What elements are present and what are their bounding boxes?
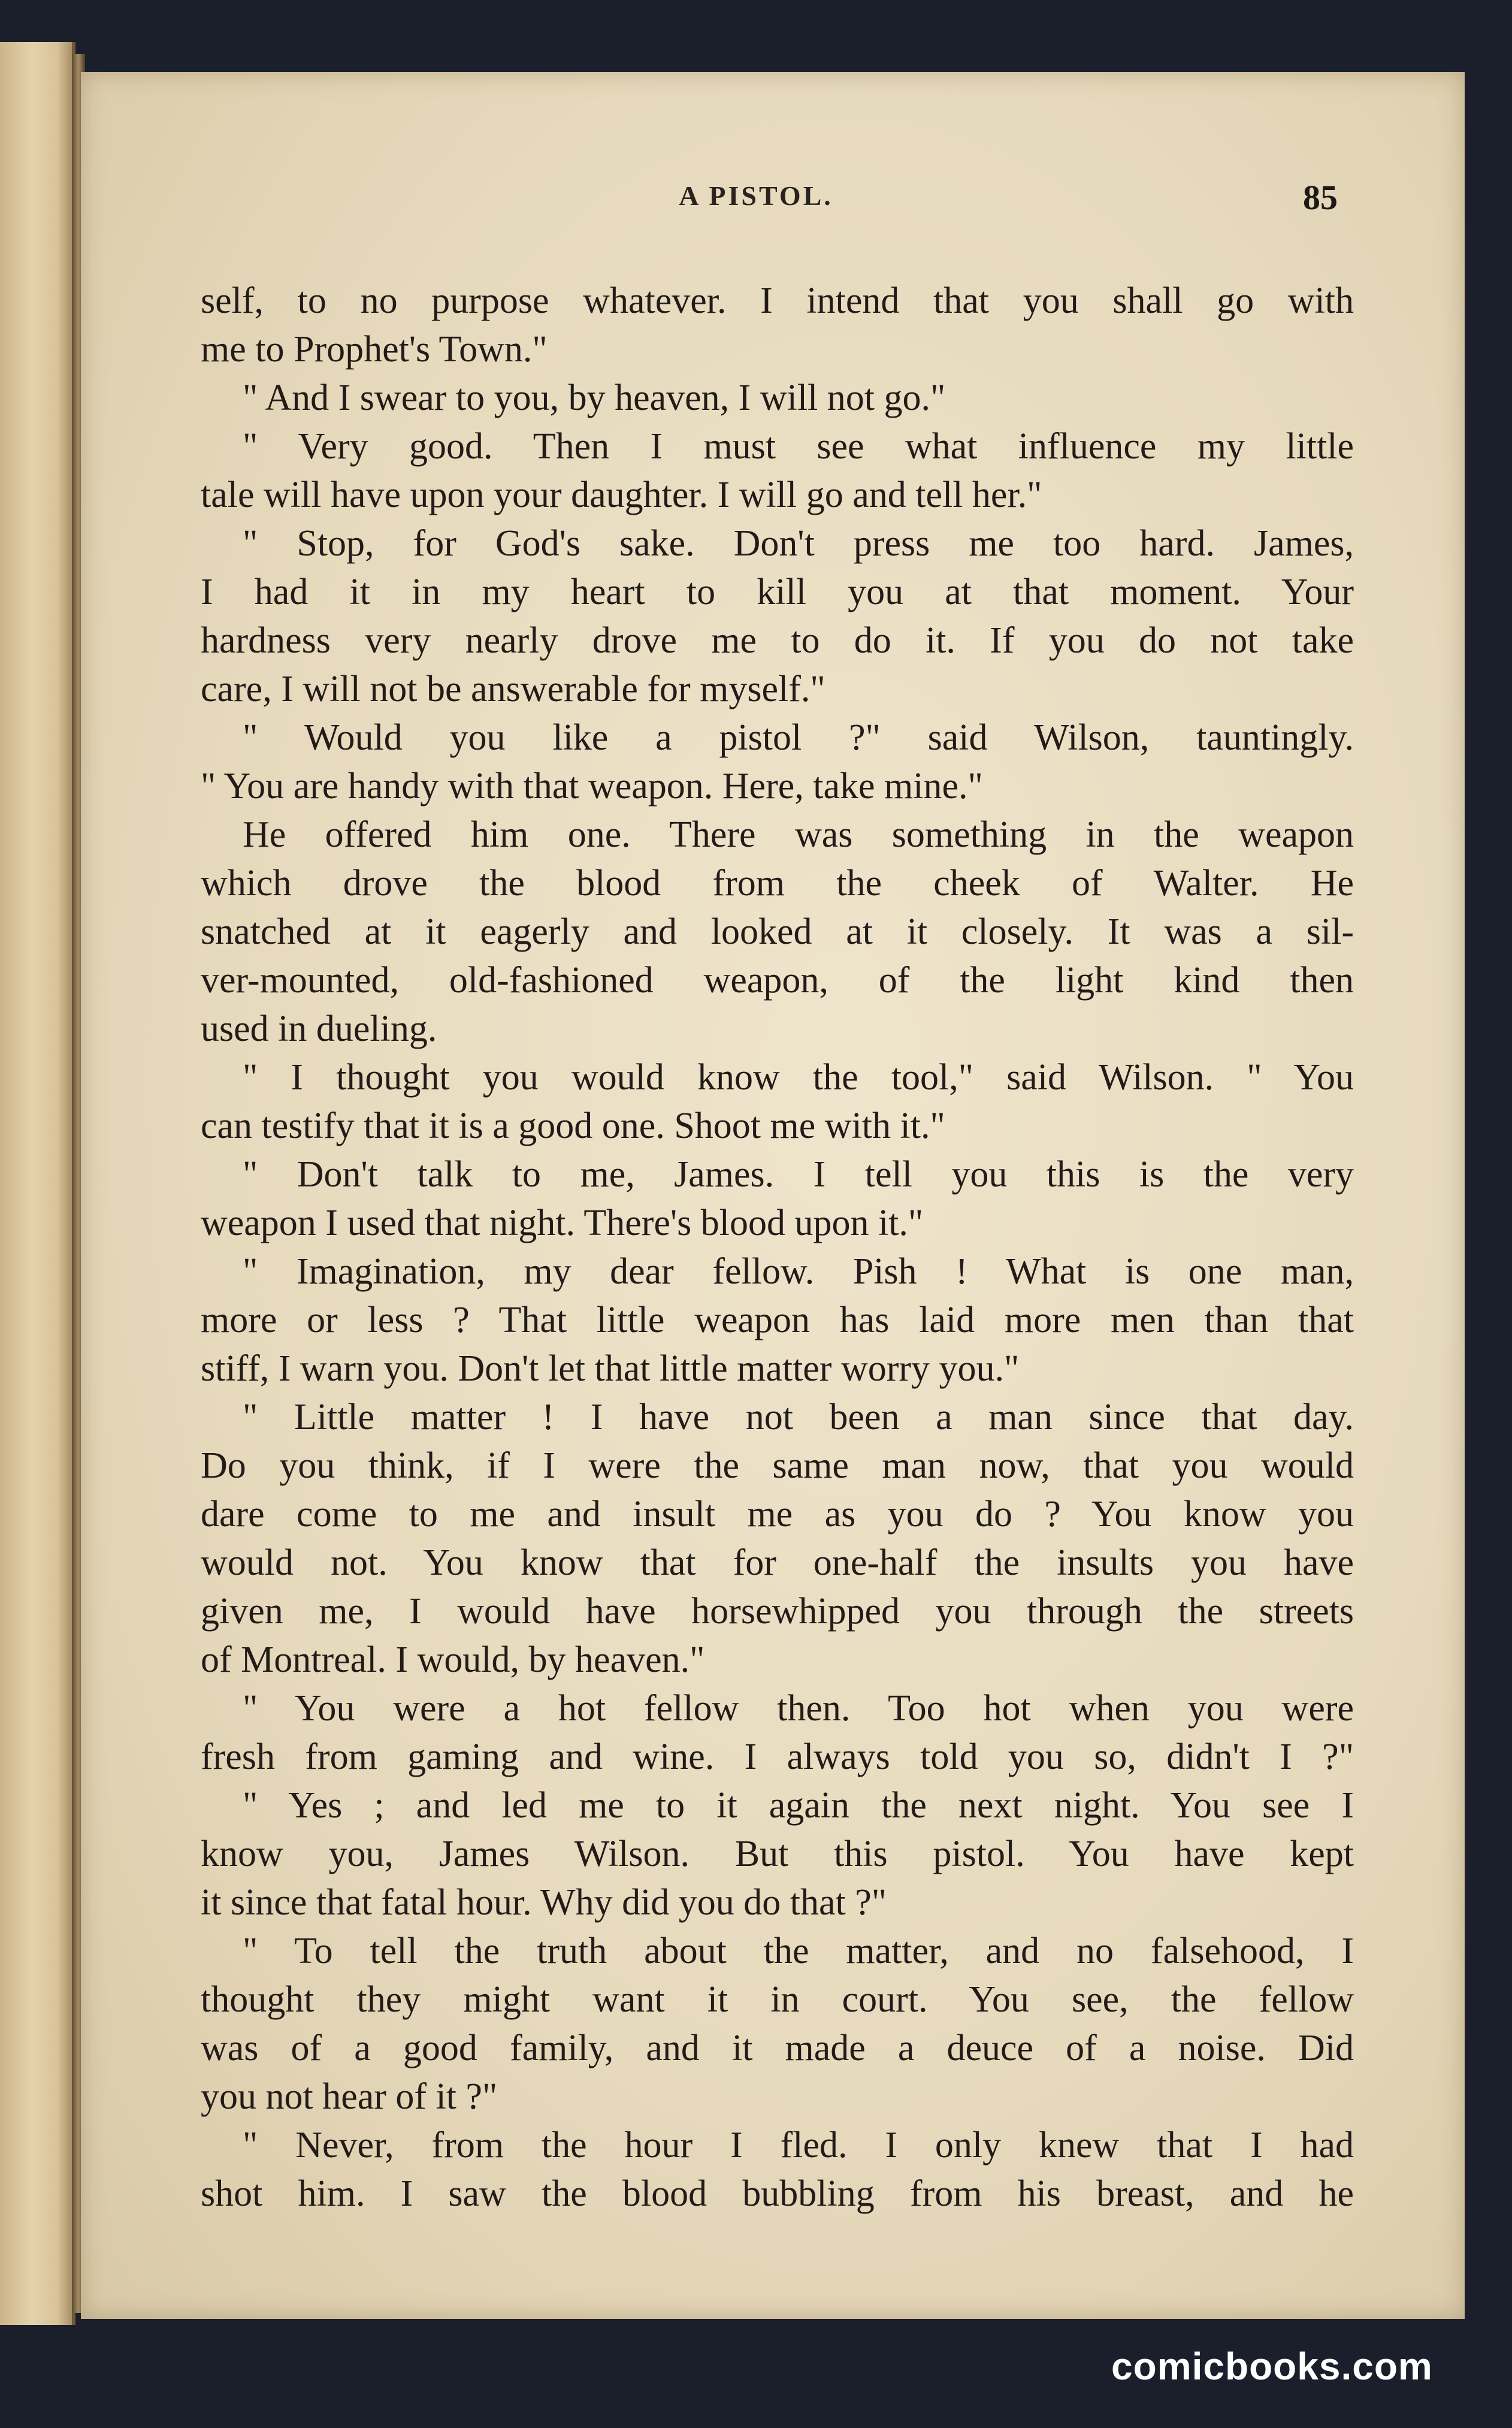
text-line: thought they might want it in court. You see, the fellow xyxy=(201,1979,1354,2020)
text-line: which drove the blood from the cheek of Walter. He xyxy=(201,863,1354,904)
facing-page-edge xyxy=(0,42,75,2325)
text-line: it since that fatal hour. Why did you do that ?" xyxy=(201,1882,887,1923)
text-line: can testify that it is a good one. Shoot me with it." xyxy=(201,1106,945,1146)
text-line: " Yes ; and led me to it again the next night. You see I xyxy=(243,1785,1354,1826)
text-line: tale will have upon your daughter. I will go and tell her." xyxy=(201,475,1042,515)
text-line: I had it in my heart to kill you at that moment. Your xyxy=(201,572,1354,612)
text-line: hardness very nearly drove me to do it. If you do not take xyxy=(201,620,1354,661)
text-line: you not hear of it ?" xyxy=(201,2076,498,2117)
text-line: was of a good family, and it made a deuce of a noise. Did xyxy=(201,2028,1354,2068)
text-line: " And I swear to you, by heaven, I will not go." xyxy=(243,378,946,418)
text-line: know you, James Wilson. But this pistol. You have kept xyxy=(201,1834,1354,1874)
text-line: me to Prophet's Town." xyxy=(201,329,548,370)
text-line: shot him. I saw the blood bubbling from his breast, and he xyxy=(201,2173,1354,2214)
text-line: stiff, I warn you. Don't let that little matter worry you." xyxy=(201,1348,1020,1389)
page-number: 85 xyxy=(1303,178,1338,217)
text-line: ver-mounted, old-fashioned weapon, of the light kind then xyxy=(201,960,1354,1001)
body-text xyxy=(201,277,1354,2218)
text-line: of Montreal. I would, by heaven." xyxy=(201,1639,705,1680)
text-line: " Little matter ! I have not been a man since that day. xyxy=(243,1397,1354,1438)
text-line: would not. You know that for one-half the insults you have xyxy=(201,1542,1354,1583)
text-line: care, I will not be answerable for myself." xyxy=(201,669,825,709)
text-line: self, to no purpose whatever. I intend that you shall go with xyxy=(201,280,1354,321)
text-line: snatched at it eagerly and looked at it closely. It was a sil- xyxy=(201,911,1354,952)
text-line: more or less ? That little weapon has laid more men than that xyxy=(201,1300,1354,1340)
text-line: " Would you like a pistol ?" said Wilson, tauntingly. xyxy=(243,717,1354,758)
text-line: dare come to me and insult me as you do ? You know you xyxy=(201,1494,1354,1535)
text-line: fresh from gaming and wine. I always told you so, didn't I ?" xyxy=(201,1737,1354,1777)
text-line: " To tell the truth about the matter, and no falsehood, I xyxy=(243,1931,1354,1971)
running-title: A PISTOL. xyxy=(679,180,833,211)
text-line: " Very good. Then I must see what influence my little xyxy=(243,426,1354,467)
text-line: " Don't talk to me, James. I tell you this is the very xyxy=(243,1154,1354,1195)
site-watermark: comicbooks.com xyxy=(1111,2345,1433,2388)
text-line: He offered him one. There was something in the weapon xyxy=(243,814,1354,855)
text-line: used in dueling. xyxy=(201,1008,437,1049)
text-line: " You were a hot fellow then. Too hot when you were xyxy=(243,1688,1354,1729)
text-line: " Stop, for God's sake. Don't press me too hard. James, xyxy=(243,523,1354,564)
text-line: given me, I would have horsewhipped you through the streets xyxy=(201,1591,1354,1632)
text-line: " You are handy with that weapon. Here, take mine." xyxy=(201,766,983,807)
text-line: weapon I used that night. There's blood upon it." xyxy=(201,1203,924,1243)
text-line: " Never, from the hour I fled. I only knew that I had xyxy=(243,2125,1354,2166)
text-line: Do you think, if I were the same man now, that you would xyxy=(201,1445,1354,1486)
text-line: " Imagination, my dear fellow. Pish ! What is one man, xyxy=(243,1251,1354,1292)
text-line: " I thought you would know the tool," said Wilson. " You xyxy=(243,1057,1354,1098)
